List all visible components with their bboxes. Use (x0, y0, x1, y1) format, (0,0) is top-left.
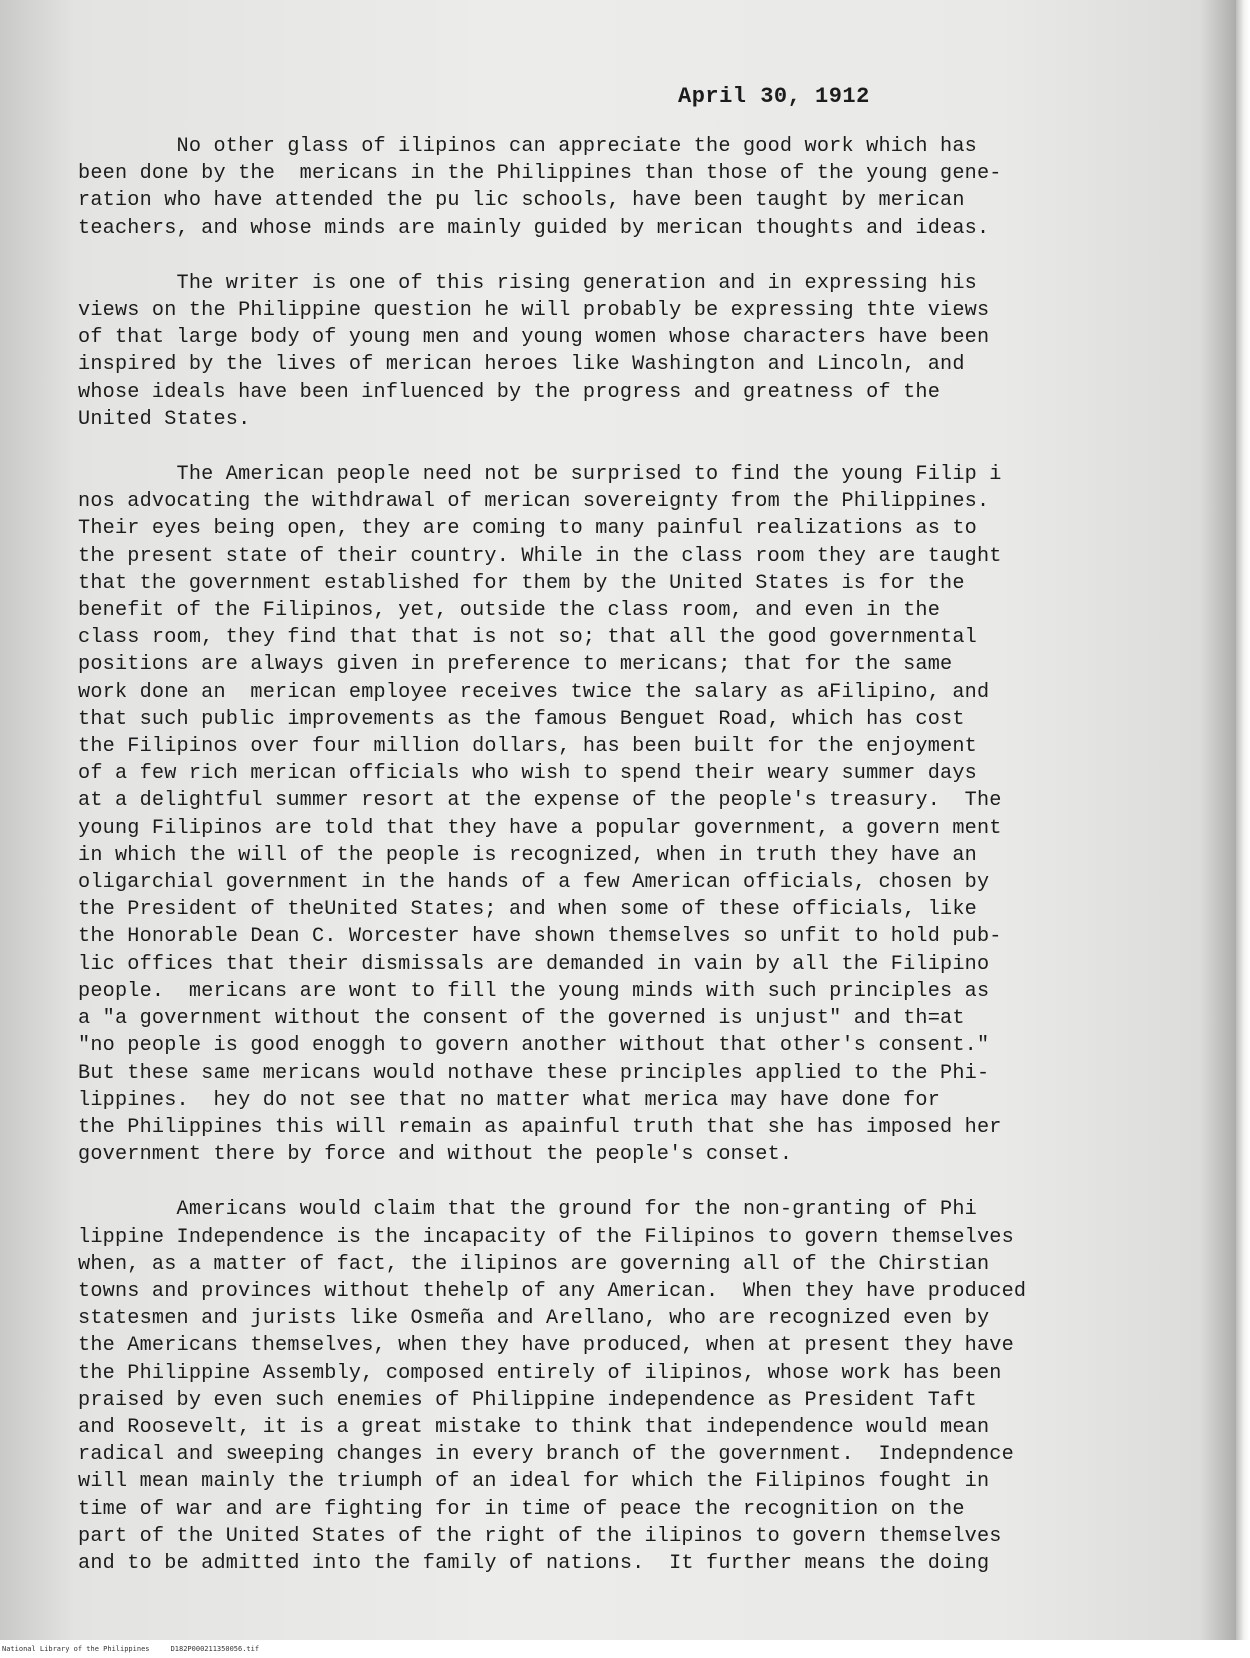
text-line: the Honorable Dean C. Worcester have shown themselves so unfit to hold pub- (78, 925, 1002, 949)
text-line: class room, they find that that is not so; that all the good governmental (78, 626, 977, 650)
text-line: will mean mainly the triumph of an ideal for which the Filipinos fought in (78, 1470, 990, 1494)
text-line: at a delightful summer resort at the expense of the people's treasury. The (78, 789, 1002, 813)
text-line: United States. (78, 407, 251, 431)
paragraphs-container (78, 133, 1138, 1577)
text-line: But these same mericans would nothave these principles applied to the Phi- (78, 1061, 990, 1085)
text-line: praised by even such enemies of Philippine independence as President Taft (78, 1388, 977, 1412)
text-line: towns and provinces without thehelp of any American. When they have produced (78, 1279, 1027, 1303)
text-line: time of war and are fighting for in time of peace the recognition on the (78, 1497, 965, 1521)
text-line: part of the United States of the right of the ilipinos to govern themselves (78, 1524, 1002, 1548)
text-line: that such public improvements as the famous Benguet Road, which has cost (78, 707, 965, 731)
page-edge-shadow (1236, 0, 1250, 1640)
text-line: government there by force and without the people's conset. (78, 1143, 793, 1167)
text-line: The American people need not be surprised to find the young Filip i (78, 463, 1002, 487)
text-line: "no people is good enoggh to govern another without that other's consent." (78, 1034, 990, 1058)
text-line: nos advocating the withdrawal of merican sovereignty from the Philippines. (78, 490, 990, 514)
text-line: people. mericans are wont to fill the young minds with such principles as (78, 979, 990, 1003)
text-line: the present state of their country. While in the class room they are taught (78, 544, 1002, 568)
text-line: whose ideals have been influenced by the progress and greatness of the (78, 380, 941, 404)
text-line: the President of theUnited States; and when some of these officials, like (78, 898, 977, 922)
text-line: and Roosevelt, it is a great mistake to think that independence would mean (78, 1415, 990, 1439)
text-line: when, as a matter of fact, the ilipinos are governing all of the Chirstian (78, 1252, 990, 1276)
text-line: positions are always given in preference to mericans; that for the same (78, 653, 953, 677)
text-line: been done by the mericans in the Philippines than those of the young gene- (78, 162, 1002, 186)
text-line: The writer is one of this rising generation and in expressing his (78, 271, 977, 295)
text-line: young Filipinos are told that they have a popular government, a govern ment (78, 816, 1002, 840)
text-line: No other glass of ilipinos can appreciate the good work which has (78, 135, 977, 158)
text-line: a "a government without the consent of the governed is unjust" and th=at (78, 1007, 965, 1031)
text-line: inspired by the lives of merican heroes like Washington and Lincoln, and (78, 353, 965, 377)
text-line: and to be admitted into the family of nations. It further means the doing (78, 1551, 990, 1575)
text-line: lic offices that their dismissals are demanded in vain by all the Filipino (78, 952, 990, 976)
text-line: of a few rich merican officials who wish to spend their weary summer days (78, 762, 977, 786)
text-line: the Americans themselves, when they have produced, when at present they have (78, 1334, 1014, 1358)
text-line: teachers, and whose minds are mainly guided by merican thoughts and ideas. (78, 216, 990, 240)
text-line: lippine Independence is the incapacity of the Filipinos to govern themselves (78, 1225, 1014, 1249)
text-line: oligarchial government in the hands of a few American officials, chosen by (78, 871, 990, 895)
text-line: statesmen and jurists like Osmeña and Arellano, who are recognized even by (78, 1307, 990, 1331)
paragraph (78, 133, 1138, 242)
text-line: of that large body of young men and young women whose characters have been (78, 326, 990, 350)
paragraph (78, 461, 1138, 1168)
letter-date: April 30, 1912 (678, 84, 870, 109)
text-line: ration who have attended the pu lic schools, have been taught by merican (78, 189, 965, 213)
letter-body (78, 84, 1138, 1605)
text-line: Americans would claim that the ground for the non-granting of Phi (78, 1198, 977, 1222)
text-line: work done an merican employee receives twice the salary as aFilipino, and (78, 680, 990, 704)
text-line: that the government established for them by the United States is for the (78, 571, 965, 595)
paragraph (78, 1196, 1138, 1577)
text-line: the Philippines this will remain as apainful truth that she has imposed her (78, 1115, 1002, 1139)
text-line: the Filipinos over four million dollars, has been built for the enjoyment (78, 735, 977, 759)
text-line: benefit of the Filipinos, yet, outside the class room, and even in the (78, 599, 941, 623)
text-line: Their eyes being open, they are coming to many painful realizations as to (78, 517, 977, 541)
text-line: in which the will of the people is recognized, when in truth they have an (78, 843, 977, 867)
paragraph (78, 270, 1138, 433)
text-line: the Philippine Assembly, composed entirely of ilipinos, whose work has been (78, 1361, 1002, 1385)
text-line: lippines. hey do not see that no matter what merica may have done for (78, 1088, 941, 1112)
scan-caption: National Library of the Philippines D182P000211350056.tif (0, 1640, 1250, 1658)
text-line: views on the Philippine question he will probably be expressing thte views (78, 299, 990, 323)
text-line: radical and sweeping changes in every branch of the government. Indepndence (78, 1443, 1014, 1467)
